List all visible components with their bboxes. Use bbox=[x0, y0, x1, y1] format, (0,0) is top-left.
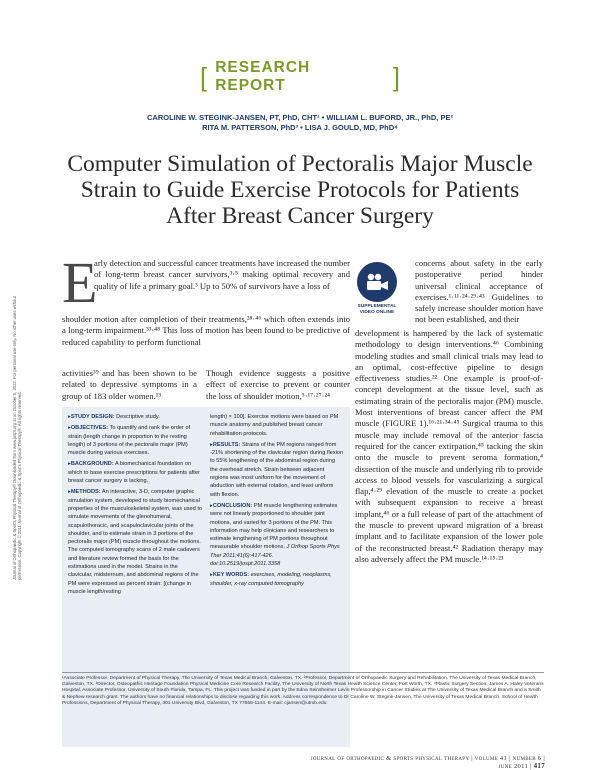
citation-text[interactable]: J Orthop Sports Phys Ther 2011;41(6):417-426. doi:10.2519/jospt.2011.3358 bbox=[210, 544, 340, 568]
abstract-col-left bbox=[68, 413, 202, 599]
abstract-keywords: ▸KEY WORDS: exercises, modeling, neoplasms, shoulder, x-ray computed tomography bbox=[210, 572, 332, 587]
abstract-col-right bbox=[210, 413, 344, 591]
author-line-1: CAROLINE W. STEGINK-JANSEN, PT, PhD, CHT¹ • WILLIAM L. BUFORD, JR., PhD, PE² bbox=[147, 113, 453, 122]
video-camera-icon[interactable] bbox=[357, 262, 397, 302]
results-text: Strains of the PM regions ranged from -21% shortening of the clavicular region during flexion to 55% lengthening of the abdominal region during the overhead stretch. Strain between adjacent regions was most uniform for the movement of abduction with external rotation, and least uniform with flexion. bbox=[210, 441, 344, 498]
conclusion-heading: CONCLUSION: bbox=[212, 502, 253, 509]
author-affiliations-footnote: ¹Associate Professor, Department of Physical Therapy, The University of Texas Medical Branch, Galveston, TX. ²Professor, Department of Orthopaedic Surgery and Rehabilitation, The University of Texas Medical Branch, Galveston, TX. ³Director, Osteopathic Heritage Foundation Physical Medicine Core Research Facility, The University of North Texas Health Science Center, Fort Worth, TX. ⁴Plastic Surgery Section, James A. Haley Veterans Hospital, Associate Professor, University of South Florida, Tampa, FL. This project was funded in part by the Edna Seinsheimer Levin Professorship in Cancer Studies at The University of Texas Medical Branch and a Smith & Nephew research grant. The authors have no financial relationships to disclose regarding this work. Address correspondence to Dr Caroline W. Stegink-Jansen, The University of Texas Medical Branch, School of Health Professions, Department of Physical Therapy, 301 University Blvd, Galveston, TX 77555-1144. E-mail: cjansen@utmb.edu bbox=[62, 672, 544, 707]
footer-volume: volume 41 bbox=[474, 755, 508, 762]
intro-paragraph-start: arly detection and successful cancer treatments have increased the number of long-term breast cancer survivors,³·⁵ making optimal recovery and quality of life a primary goal.³ Up to 50% of survivors have a loss of bbox=[94, 258, 350, 291]
abstract-results: ▸RESULTS: Strains of the PM regions ranged from -21% shortening of the clavicular region during flexion to 55% lengthening of the abdominal region during the overhead stretch. Strain between adjacent regions was most uniform for the movement of abduction with external rotation, and least uniform with flexion. bbox=[210, 441, 344, 498]
section-label: RESEARCH REPORT bbox=[215, 59, 311, 94]
author-list bbox=[110, 113, 490, 133]
abstract-conclusion: ▸CONCLUSION: PM muscle lengthening estimates were not linearly proportioned to shoulder joint motions, and varied for 3 portions of the PM. This information may help clinicians and researchers to estimate lengthening of PM portions throughout measurable shoulder motions. J Orthop Sports Phys Ther 2011;41(6):417-426. doi:10.2519/jospt.2011.3358 bbox=[210, 502, 340, 568]
section-banner bbox=[200, 59, 400, 94]
background-heading: BACKGROUND: bbox=[70, 461, 114, 468]
bracket-right: ] bbox=[392, 62, 400, 92]
study-design-text: Descriptive study. bbox=[116, 414, 160, 420]
keywords-text: exercises, modeling, neoplasms, shoulder, x-ray computed tomography bbox=[210, 572, 332, 587]
supplemental-video-label[interactable]: SUPPLEMENTAL VIDEO ONLINE bbox=[357, 304, 397, 315]
methods-text: An interactive, 3-D, computer graphic simulation system, developed to study biomechanical properties of the musculoskeletal system, was used to simulate movements of the glenohumeral, scapulothoracic, and scapuloclavicular joints of the shoulder, and to estimate strain in 3 portions of the pectoralis major (PM) muscle throughout the motions. The computed tomography scans of 2 male cadavers and literature review formed the basis for the estimations used in the model. Strains in the clavicular, midsternum, and abdominal regions of the PM were expressed as percent strain: [(change in muscle length/resting bbox=[68, 489, 203, 595]
sidebar-note-text: Journal of Orthopaedic & Sports Physical Therapy® Downloaded from www.jospt.org at on October 5, 2022. For personal use only. No other uses without permission. Copyright © 2011 Journal of Orthopaedic & Sports Physical Therapy®. All rights reserved. bbox=[12, 296, 22, 580]
abstract-study-design: ▸STUDY DESIGN: Descriptive study. bbox=[68, 414, 160, 420]
bracket-left: [ bbox=[200, 62, 208, 92]
right-column-paragraph: development is hampered by the lack of systematic methodology to design interventions.⁴⁶ Combining modeling studies and small clinical trials may lead to an optimal, cost-effective pipeline to design effectiveness studies.²² One example is proof-of-concept development at the tissue level, such as estimating strain of the pectoralis major (PM) muscle. Most interventions of breast cancer affect the PM muscle (FIGURE 1).¹⁶·²¹·³⁴·⁴⁵ Surgical trauma to this muscle may include removal of the anterior fascia required for the cancer extirpation,⁴⁵ tacking the skin onto the muscle to prevent seroma formation,⁴ dissection of the muscle and underlying rib to provide access to blood vessels for vascularizing a surgical flap,⁴·²⁹ elevation of the muscle to create a pocket with subsequent expansion to receive a breast implant,⁴⁶ or a full release of part of the attachment of the muscle to prevent upward migration of a breast implant and to facilitate expansion of the lower pole of the reconstructed breast.⁴² Radiation therapy may also adversely affect the PM muscle.¹⁴·¹⁵·²³ bbox=[355, 328, 543, 564]
abstract-methods-cont: length) × 100]. Exercise motions were based on PM muscle anatomy and published breast cancer rehabilitation protocols. bbox=[210, 414, 339, 437]
keywords-heading: KEY WORDS: bbox=[212, 572, 250, 579]
footer-date: june 2011 bbox=[498, 763, 529, 770]
footer-journal: journal of orthopaedic & sports physical therapy bbox=[310, 755, 470, 762]
methods-heading: METHODS: bbox=[70, 489, 101, 496]
abstract-background: ▸BACKGROUND: A biomechanical foundation on which to base exercise prescriptions for patients after breast cancer surgery is lacking. bbox=[68, 461, 200, 485]
objectives-text: To quantify and rank the order of strain (length change in proportion to the resting length) of 3 portions of the pectoralis major (PM) muscle during various exercises. bbox=[68, 425, 191, 457]
page-number: 417 bbox=[533, 762, 545, 770]
page-footer: journal of orthopaedic & sports physical therapy | volume 41 | number 6 | june 2011 | 417 bbox=[310, 755, 545, 770]
abstract-objectives: ▸OBJECTIVES: To quantify and rank the order of strain (length change in proportion to the resting length) of 3 portions of the pectoralis major (PM) muscle during various exercises. bbox=[68, 425, 191, 457]
download-sidebar-note bbox=[12, 280, 36, 580]
drop-cap: E bbox=[62, 250, 98, 315]
footer-number: number 6 bbox=[512, 755, 542, 762]
body-col2-paragraph: Though evidence suggests a positive effect of exercise to prevent or counter the loss of shoulder motion,⁵·¹⁷·²⁷·²⁴ bbox=[206, 368, 350, 401]
results-heading: RESULTS: bbox=[212, 441, 241, 448]
abstract-methods: ▸METHODS: An interactive, 3-D, computer graphic simulation system, developed to study biomechanical properties of the musculoskeletal system, was used to simulate movements of the glenohumeral, scapulothoracic, and scapuloclavicular joints of the shoulder, and to estimate strain in 3 portions of the pectoralis major (PM) muscle throughout the motions. The computed tomography scans of 2 male cadavers and literature review formed the basis for the estimations used in the model. Strains in the clavicular, midsternum, and abdominal regions of the PM were expressed as percent strain: [(change in muscle length/resting bbox=[68, 489, 203, 595]
intro-paragraph-continued: shoulder motion after completion of their treatments,²⁸·⁴⁶ which often extends into a long-term impairment.³³·⁴⁸ This loss of motion has been found to be predictive of reduced capability to perform functional bbox=[62, 314, 350, 347]
study-design-heading: STUDY DESIGN: bbox=[70, 414, 115, 420]
background-text: A biomechanical foundation on which to base exercise prescriptions for patients after breast cancer surgery is lacking. bbox=[68, 461, 200, 485]
objectives-heading: OBJECTIVES: bbox=[70, 425, 109, 432]
right-column-paragraph-start: concerns about safety in the early postoperative period hinder universal clinical acceptance of exercises.¹·¹¹·²⁴·²⁹·⁴³ Guidelines to safely increase shoulder motion have not been established, and their bbox=[415, 258, 543, 325]
video-camera-glyph bbox=[364, 272, 390, 292]
conclusion-text: PM muscle lengthening estimates were not linearly proportioned to shoulder joint motions, and varied for 3 portions of the PM. This information may help clinicians and researchers to estimate lengthening of PM portions throughout measurable shoulder motions. bbox=[210, 502, 338, 551]
article-title: Computer Simulation of Pectoralis Major Muscle Strain to Guide Exercise Protocols for Patients After Breast Cancer Surgery bbox=[67, 151, 533, 229]
body-col1-paragraph: activities³⁹ and has been shown to be related to depressive symptoms in a group of 183 older women.¹³ bbox=[62, 368, 197, 401]
author-line-2: RITA M. PATTERSON, PhD³ • LISA J. GOULD, MD, PhD⁴ bbox=[202, 123, 398, 132]
